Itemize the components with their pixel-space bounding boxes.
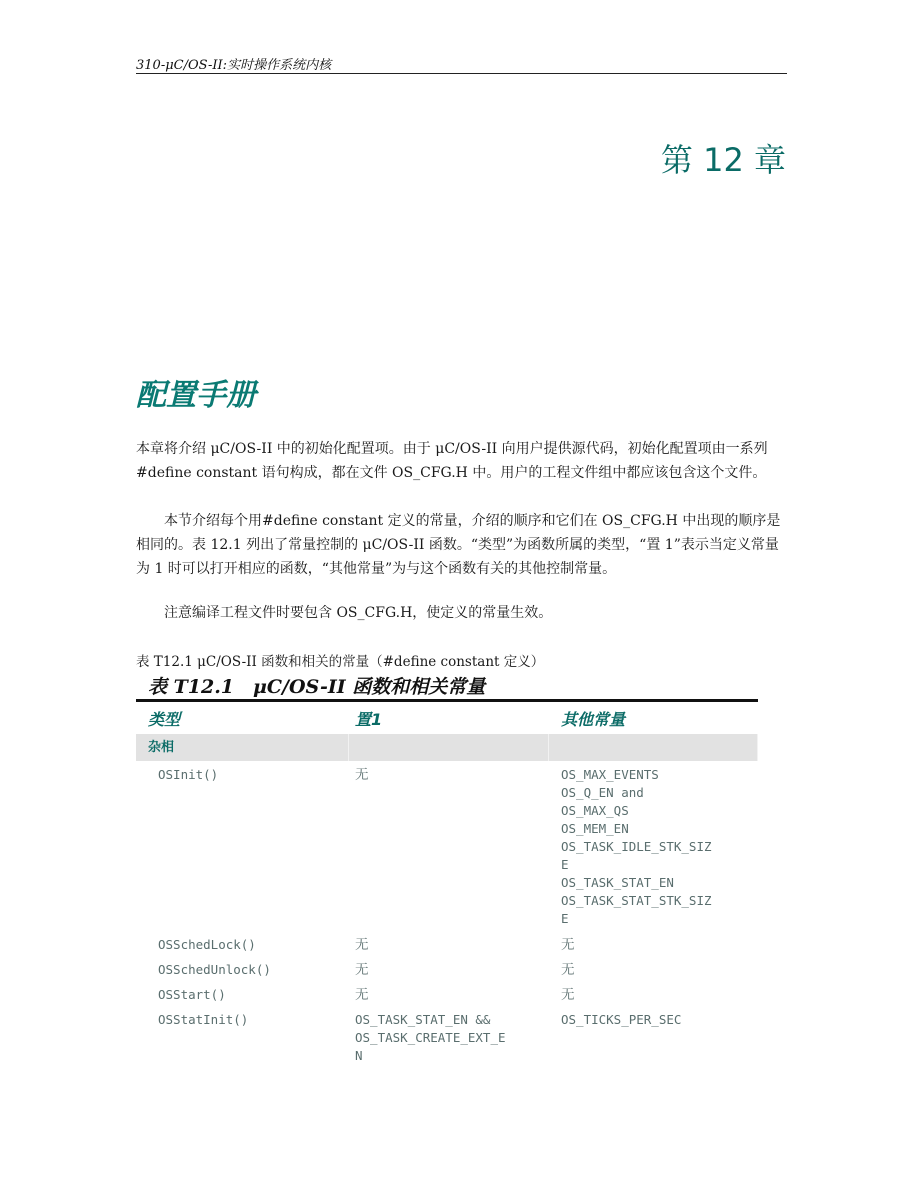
function-name: OSStatInit() [158, 1012, 249, 1027]
config-table [136, 699, 758, 1065]
header-others: 其他常量 [561, 709, 626, 729]
table-row [136, 928, 758, 954]
intro-paragraph: 本章将介绍 μC/OS-II 中的初始化配置项。由于 μC/OS-II 向用户提供源代码，初始化配置项由一系列#define constant 语句构成，都在文件 OS_CFG.H 中。用户的工程文件组中都应该包含这个文件。 [136, 441, 768, 481]
set1-value: 无 [355, 962, 369, 978]
other-constants: OS_TICKS_PER_SEC [561, 1012, 682, 1027]
other-constants: OS_MAX_EVENTS OS_Q_EN and OS_MAX_QS OS_MEM_EN OS_TASK_IDLE_STK_SIZ E OS_TASK_STAT_EN OS_TASK_STAT_STK_SIZ E [561, 767, 712, 926]
table-title: 表 T12.1 μC/OS-II 函数和相关常量 [148, 676, 486, 698]
function-name: OSSchedLock() [158, 937, 256, 952]
group-label: 杂相 [136, 734, 349, 761]
other-constants: 无 [561, 987, 575, 1003]
table-row [136, 1004, 758, 1065]
table-row [136, 761, 758, 928]
other-constants: 无 [561, 937, 575, 953]
set1-value: 无 [355, 767, 369, 783]
set1-value: 无 [355, 987, 369, 1003]
table-caption: 表 T12.1 μC/OS-II 函数和相关的常量（#define constant 定义） [136, 654, 545, 670]
table-row [136, 979, 758, 1004]
header-type: 类型 [148, 709, 181, 729]
note-paragraph: 注意编译工程文件时要包含 OS_CFG.H，使定义的常量生效。 [164, 605, 553, 621]
other-constants: 无 [561, 962, 575, 978]
set1-value: 无 [355, 937, 369, 953]
table-header-row [136, 702, 758, 734]
table-group-row [136, 734, 758, 761]
section-paragraph: 本节介绍每个用#define constant 定义的常量，介绍的顺序和它们在 OS_CFG.H 中出现的顺序是相同的。表 12.1 列出了常量控制的 μC/OS-II 函数。“类型”为函数所属的类型，“置 1”表示当定义常量为 1 时可以打开相应的函数，“其他常量”为与这个函数有关的其他控制常量。 [136, 513, 781, 577]
set1-value: OS_TASK_STAT_EN && OS_TASK_CREATE_EXT_E N [355, 1012, 506, 1063]
chapter-number: 第 12 章 [660, 141, 786, 179]
group-empty-cell [549, 734, 758, 761]
function-name: OSStart() [158, 987, 226, 1002]
header-set1: 置1 [355, 709, 383, 729]
group-empty-cell [349, 734, 549, 761]
header-rule [136, 73, 787, 74]
chapter-title: 配置手册 [136, 378, 256, 413]
function-name: OSInit() [158, 767, 219, 782]
running-header: 310-μC/OS-II:实时操作系统内核 [136, 58, 332, 73]
table-row [136, 954, 758, 979]
function-name: OSSchedUnlock() [158, 962, 271, 977]
